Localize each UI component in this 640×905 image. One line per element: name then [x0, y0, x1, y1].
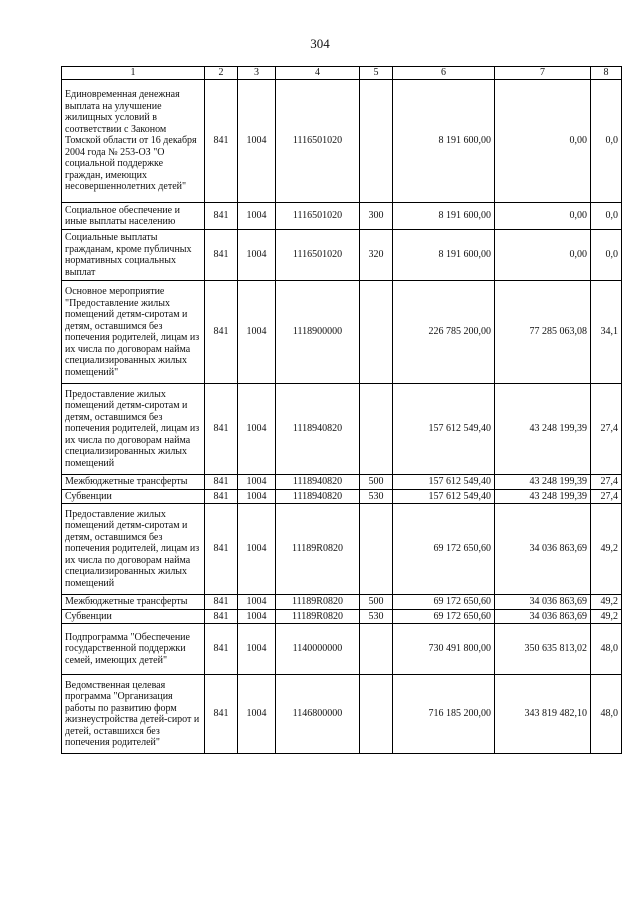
row-executed-amount: 34 036 863,69: [495, 595, 591, 610]
row-ministry-code: 841: [205, 203, 238, 230]
row-target-article: 1146800000: [276, 675, 360, 754]
table-row: [62, 475, 622, 490]
table-row: [62, 281, 622, 384]
row-target-article: 11189R0820: [276, 504, 360, 595]
row-plan-amount: 157 612 549,40: [393, 489, 495, 504]
row-name: Единовременная денежная выплата на улучшение жилищных условий в соответствии с Законом Томской области от 16 декабря 2004 года № 253-ОЗ "О социальной поддержке граждан, имеющих несовершеннолетних детей": [62, 80, 205, 203]
row-section-code: 1004: [238, 595, 276, 610]
row-ministry-code: 841: [205, 609, 238, 624]
row-plan-amount: 8 191 600,00: [393, 203, 495, 230]
row-name: Основное мероприятие "Предоставление жилых помещений детям-сиротам и детям, оставшимся без попечения родителей, лицам из их числа по договорам найма специализированных жилых помещений": [62, 281, 205, 384]
row-name: Межбюджетные трансферты: [62, 595, 205, 610]
row-ministry-code: 841: [205, 475, 238, 490]
row-section-code: 1004: [238, 281, 276, 384]
row-plan-amount: 157 612 549,40: [393, 475, 495, 490]
table-row: [62, 230, 622, 281]
row-plan-amount: 69 172 650,60: [393, 609, 495, 624]
row-expense-type: 300: [360, 203, 393, 230]
row-executed-amount: 34 036 863,69: [495, 609, 591, 624]
row-section-code: 1004: [238, 230, 276, 281]
page-number: 304: [310, 36, 330, 51]
row-executed-amount: 0,00: [495, 230, 591, 281]
row-percent: 48,0: [591, 624, 622, 675]
header-col-6: 6: [393, 67, 495, 80]
row-target-article: 1118940820: [276, 384, 360, 475]
row-expense-type: 500: [360, 595, 393, 610]
row-percent: 27,4: [591, 475, 622, 490]
table-row: [62, 595, 622, 610]
table-row: [62, 80, 622, 203]
row-target-article: 1118940820: [276, 489, 360, 504]
row-expense-type: [360, 504, 393, 595]
row-target-article: 1140000000: [276, 624, 360, 675]
row-ministry-code: 841: [205, 230, 238, 281]
table-row: [62, 203, 622, 230]
row-executed-amount: 43 248 199,39: [495, 489, 591, 504]
row-plan-amount: 226 785 200,00: [393, 281, 495, 384]
row-percent: 0,0: [591, 230, 622, 281]
row-name: Субвенции: [62, 489, 205, 504]
row-expense-type: [360, 675, 393, 754]
row-name: Предоставление жилых помещений детям-сиротам и детям, оставшимся без попечения родителей, лицам из их числа по договорам найма специализированных жилых помещений: [62, 384, 205, 475]
table-row: [62, 504, 622, 595]
row-name: Социальные выплаты гражданам, кроме публичных нормативных социальных выплат: [62, 230, 205, 281]
table-row: [62, 384, 622, 475]
row-percent: 48,0: [591, 675, 622, 754]
row-expense-type: [360, 80, 393, 203]
header-col-1: 1: [62, 67, 205, 80]
row-expense-type: 500: [360, 475, 393, 490]
row-plan-amount: 157 612 549,40: [393, 384, 495, 475]
row-ministry-code: 841: [205, 281, 238, 384]
row-target-article: 1118900000: [276, 281, 360, 384]
row-section-code: 1004: [238, 475, 276, 490]
row-executed-amount: 43 248 199,39: [495, 475, 591, 490]
row-percent: 49,2: [591, 595, 622, 610]
row-expense-type: [360, 281, 393, 384]
row-target-article: 1116501020: [276, 203, 360, 230]
row-ministry-code: 841: [205, 80, 238, 203]
row-plan-amount: 69 172 650,60: [393, 504, 495, 595]
row-expense-type: 320: [360, 230, 393, 281]
row-plan-amount: 8 191 600,00: [393, 230, 495, 281]
table-row: [62, 489, 622, 504]
row-expense-type: [360, 384, 393, 475]
row-plan-amount: 730 491 800,00: [393, 624, 495, 675]
row-percent: 49,2: [591, 504, 622, 595]
header-col-4: 4: [276, 67, 360, 80]
row-name: Предоставление жилых помещений детям-сиротам и детям, оставшимся без попечения родителей, лицам из их числа по договорам найма специализированных жилых помещений: [62, 504, 205, 595]
table-row: [62, 675, 622, 754]
budget-table: [61, 66, 622, 754]
row-percent: 34,1: [591, 281, 622, 384]
table-row: [62, 624, 622, 675]
header-col-8: 8: [591, 67, 622, 80]
row-ministry-code: 841: [205, 504, 238, 595]
row-name: Субвенции: [62, 609, 205, 624]
table-row: [62, 609, 622, 624]
row-name: Ведомственная целевая программа "Организация работы по развитию форм жизнеустройства детей-сирот и детей, оставшихся без попечения родителей": [62, 675, 205, 754]
row-ministry-code: 841: [205, 595, 238, 610]
row-executed-amount: 43 248 199,39: [495, 384, 591, 475]
header-col-2: 2: [205, 67, 238, 80]
row-executed-amount: 77 285 063,08: [495, 281, 591, 384]
row-section-code: 1004: [238, 609, 276, 624]
header-col-3: 3: [238, 67, 276, 80]
row-name: Подпрограмма "Обеспечение государственной поддержки семей, имеющих детей": [62, 624, 205, 675]
row-plan-amount: 716 185 200,00: [393, 675, 495, 754]
row-executed-amount: 0,00: [495, 80, 591, 203]
header-col-7: 7: [495, 67, 591, 80]
row-target-article: 11189R0820: [276, 609, 360, 624]
row-executed-amount: 350 635 813,02: [495, 624, 591, 675]
row-name: Межбюджетные трансферты: [62, 475, 205, 490]
row-percent: 27,4: [591, 489, 622, 504]
row-percent: 0,0: [591, 203, 622, 230]
row-target-article: 1116501020: [276, 230, 360, 281]
row-target-article: 11189R0820: [276, 595, 360, 610]
row-percent: 49,2: [591, 609, 622, 624]
row-executed-amount: 0,00: [495, 203, 591, 230]
header-row: [62, 67, 622, 80]
row-plan-amount: 69 172 650,60: [393, 595, 495, 610]
row-percent: 0,0: [591, 80, 622, 203]
row-section-code: 1004: [238, 203, 276, 230]
row-expense-type: 530: [360, 609, 393, 624]
row-ministry-code: 841: [205, 384, 238, 475]
row-ministry-code: 841: [205, 489, 238, 504]
row-expense-type: [360, 624, 393, 675]
row-section-code: 1004: [238, 489, 276, 504]
header-col-5: 5: [360, 67, 393, 80]
row-section-code: 1004: [238, 675, 276, 754]
row-section-code: 1004: [238, 504, 276, 595]
row-percent: 27,4: [591, 384, 622, 475]
row-section-code: 1004: [238, 624, 276, 675]
row-target-article: 1116501020: [276, 80, 360, 203]
row-plan-amount: 8 191 600,00: [393, 80, 495, 203]
row-expense-type: 530: [360, 489, 393, 504]
row-executed-amount: 34 036 863,69: [495, 504, 591, 595]
row-target-article: 1118940820: [276, 475, 360, 490]
row-section-code: 1004: [238, 80, 276, 203]
row-name: Социальное обеспечение и иные выплаты населению: [62, 203, 205, 230]
row-executed-amount: 343 819 482,10: [495, 675, 591, 754]
row-ministry-code: 841: [205, 624, 238, 675]
row-section-code: 1004: [238, 384, 276, 475]
row-ministry-code: 841: [205, 675, 238, 754]
